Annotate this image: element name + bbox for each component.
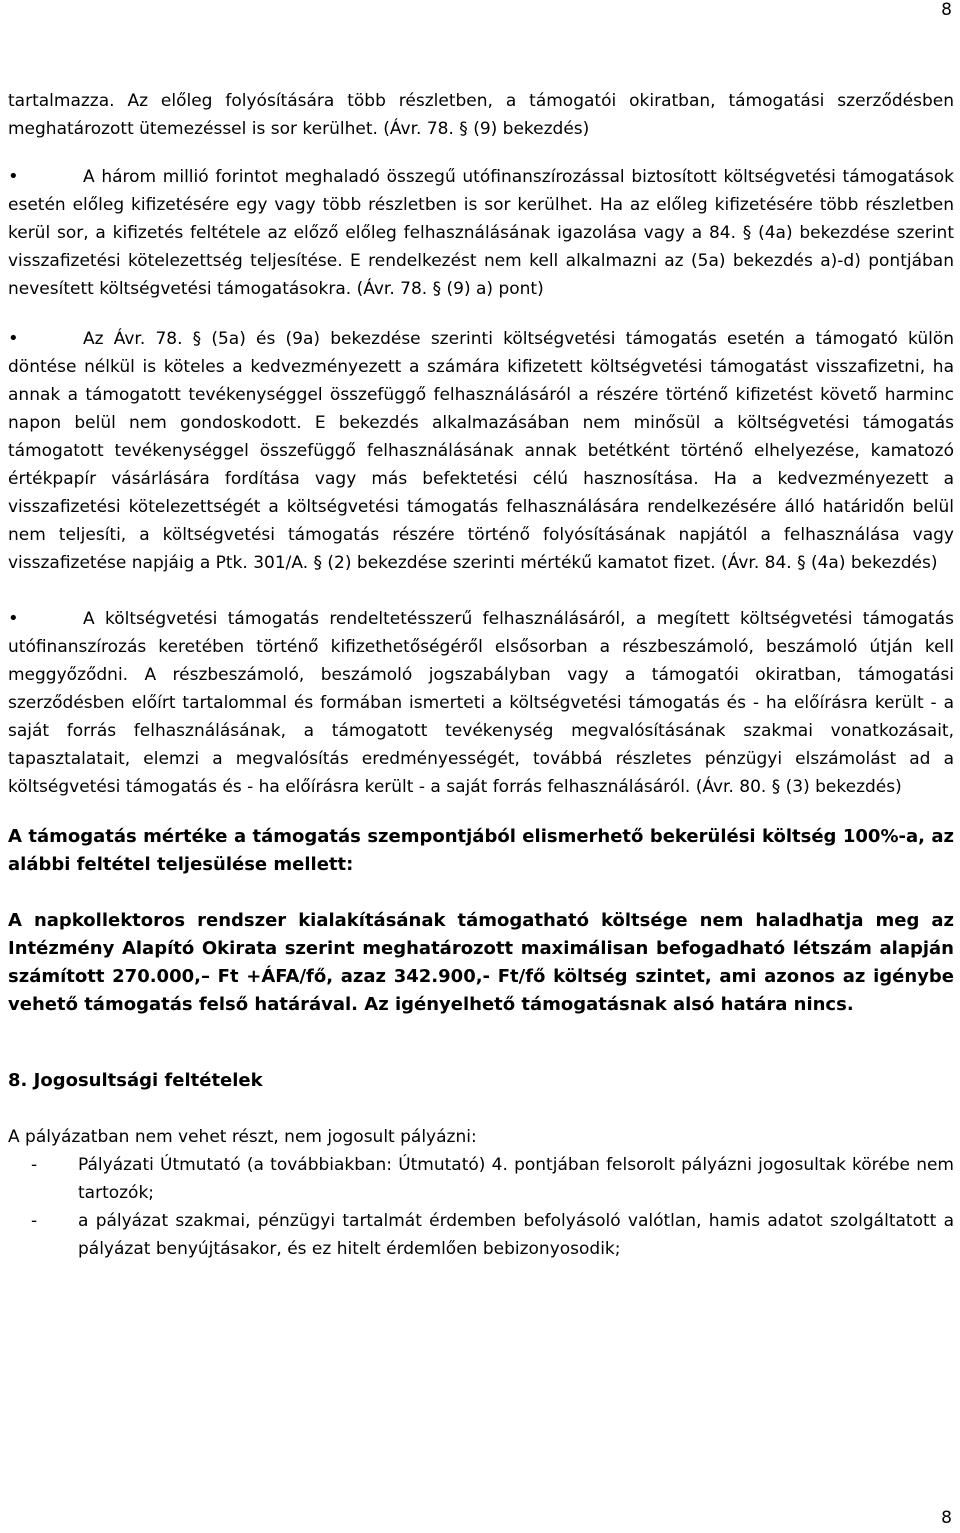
bullet-item	[8, 325, 954, 577]
bullet-item	[8, 163, 954, 303]
eligible-cost-statement: A napkollektoros rendszer kialakításának támogatható költsége nem haladhatja meg az Intézmény Alapító Okirata szerint meghatározott maximálisan befogadható létszám alapján számított 270.000,– Ft +ÁFA/fő, azaz 342.900,- Ft/fő költség szintet, ami azonos az igénybe vehető támogatás felső határával. Az igényelhető támogatásnak alsó határa nincs.	[8, 910, 954, 1015]
support-rate-heading: A támogatás mértéke a támogatás szempontjából elismerhető bekerülési költség 100%-a, az alábbi feltétel teljesülése mellett:	[8, 826, 954, 875]
bullet-icon: •	[8, 328, 19, 349]
paragraph-continuation: tartalmazza. Az előleg folyósítására több részletben, a támogatói okiratban, támogatási szerződésben meghatározott ütemezéssel is sor kerülhet. (Ávr. 78. § (9) bekezdés)	[8, 91, 954, 139]
bullet-icon: •	[8, 166, 19, 187]
bullet-text: A költségvetési támogatás rendeltetésszerű felhasználásáról, a megített költségvetési támogatás utófinanszírozás keretében történő kifizethetőségéről elsősorban a részbeszámoló, beszámoló útján kell meggyőződni. A részbeszámoló, beszámoló jogszabályban vagy a támogatói okiratban, támogatási szerződésben előírt tartalommal és formában ismerteti a költségvetési támogatás és - ha előírásra került - a saját forrás felhasználásának, a támogatott tevékenység megvalósításának szakmai vonatkozásait, tapasztalatait, elemzi a megvalósítás eredményességét, továbbá részletes pénzügyi elszámolást ad a költségvetési támogatás és - ha előírásra került - a saját forrás felhasználásáról. (Ávr. 80. § (3) bekezdés)	[8, 609, 954, 797]
section-intro: A pályázatban nem vehet részt, nem jogosult pályázni:	[8, 1127, 477, 1147]
page-number-bottom: 8	[941, 1508, 952, 1528]
bullet-item	[8, 605, 954, 801]
list-item	[8, 1207, 954, 1263]
page-number-top: 8	[941, 0, 952, 20]
bullet-icon: •	[8, 608, 19, 629]
list-item-text: Pályázati Útmutató (a továbbiakban: Útmutató) 4. pontjában felsorolt pályázni jogosultak körébe nem tartozók;	[78, 1155, 954, 1203]
section-title: 8. Jogosultsági feltételek	[8, 1070, 263, 1091]
bullet-text: Az Ávr. 78. § (5a) és (9a) bekezdése szerinti költségvetési támogatás esetén a támogató külön döntése nélkül is köteles a kedvezményezett a számára kifizetett költségvetési támogatást visszafizetni, ha annak a támogatott tevékenységgel összefüggő felhasználásáról a részére történő kifizetést követő harminc napon belül nem gondoskodott. E bekezdés alkalmazásában nem minősül a költségvetési támogatás támogatott tevékenységgel összefüggő felhasználásának annak betétként történő elhelyezése, kamatozó értékpapír vásárlására fordítása vagy más befektetési célú hasznosítása. Ha a kedvezményezett a visszafizetési kötelezettségét a költségvetési támogatás felhasználására rendelkezésére álló határidőn belül nem teljesíti, a költségvetési támogatás részére történő folyósításának napjától a felhasználása vagy visszafizetése napjáig a Ptk. 301/A. § (2) bekezdése szerinti mértékű kamatot fizet. (Ávr. 84. § (4a) bekezdés)	[8, 329, 954, 573]
document-body	[8, 87, 954, 1263]
bullet-text: A három millió forintot meghaladó összegű utófinanszírozással biztosított költségvetési támogatások esetén előleg kifizetésére egy vagy több részletben is sor kerülhet. Ha az előleg kifizetésére több részletben kerül sor, a kifizetés feltétele az előző előleg felhasználásának igazolása vagy a 84. § (4a) bekezdése szerint visszafizetési kötelezettség teljesítése. E rendelkezést nem kell alkalmazni az (5a) bekezdés a)-d) pontjában nevesített költségvetési támogatásokra. (Ávr. 78. § (9) a) pont)	[8, 167, 954, 299]
dash-icon: -	[31, 1211, 38, 1231]
list-item	[8, 1151, 954, 1207]
dash-icon: -	[31, 1155, 38, 1175]
list-item-text: a pályázat szakmai, pénzügyi tartalmát érdemben befolyásoló valótlan, hamis adatot szolgáltatott a pályázat benyújtásakor, és ez hitelt érdemlően bebizonyosodik;	[78, 1211, 954, 1259]
